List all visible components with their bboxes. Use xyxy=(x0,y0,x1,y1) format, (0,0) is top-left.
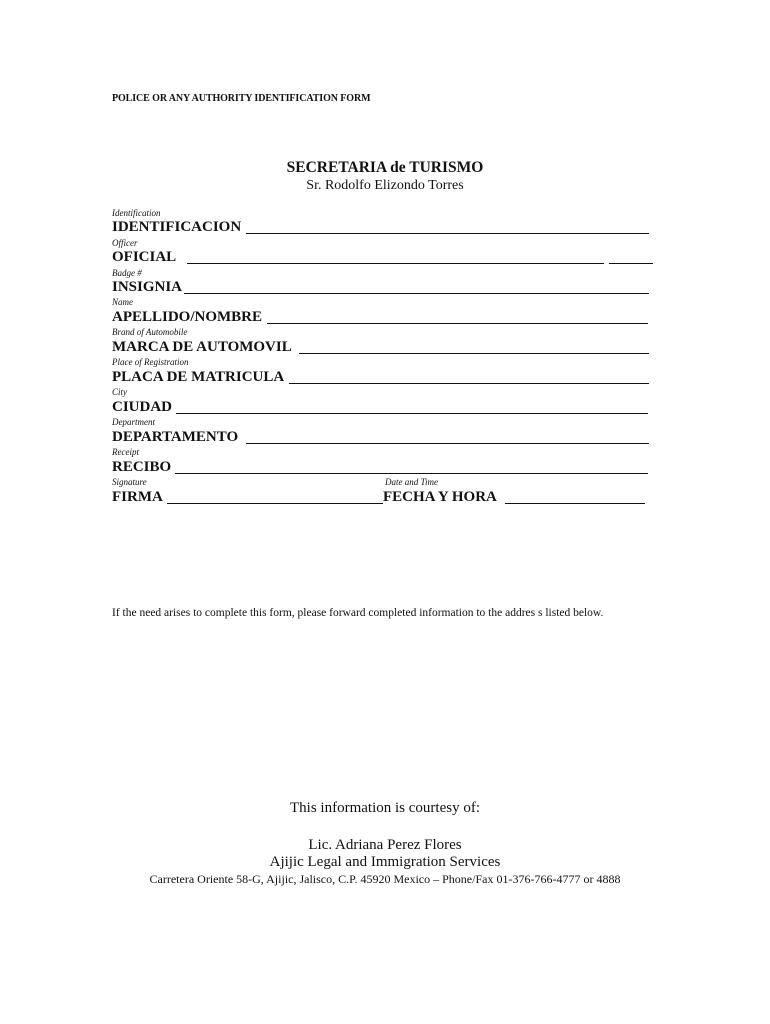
firma-label: FIRMA xyxy=(112,489,163,505)
fecha-label: FECHA Y HORA xyxy=(383,489,497,505)
form-header: POLICE OR ANY AUTHORITY IDENTIFICATION FORM xyxy=(112,93,371,104)
insignia-label: INSIGNIA xyxy=(112,279,183,295)
notice-text: If the need arises to complete this form, please forward completed information to the addres s listed below. xyxy=(112,607,604,619)
page-subtitle: Sr. Rodolfo Elizondo Torres xyxy=(306,178,464,193)
contact-name: Lic. Adriana Perez Flores xyxy=(308,837,462,853)
matricula-field[interactable] xyxy=(289,383,649,384)
automovil-hint: Brand of Automobile xyxy=(112,327,188,337)
oficial-label: OFICIAL xyxy=(112,249,177,265)
company-name: Ajijic Legal and Immigration Services xyxy=(269,854,501,870)
ciudad-field[interactable] xyxy=(176,413,648,414)
insignia-field[interactable] xyxy=(184,293,649,294)
ciudad-label: CIUDAD xyxy=(112,399,172,415)
identificacion-hint: Identification xyxy=(112,208,161,218)
nombre-field[interactable] xyxy=(267,323,648,324)
firma-field[interactable] xyxy=(167,503,383,504)
page-title: SECRETARIA de TURISMO xyxy=(286,159,484,176)
departamento-label: DEPARTAMENTO xyxy=(112,429,239,445)
insignia-hint: Badge # xyxy=(112,268,142,278)
nombre-hint: Name xyxy=(112,297,133,307)
ciudad-hint: City xyxy=(112,387,127,397)
automovil-field[interactable] xyxy=(299,353,649,354)
nombre-label: APELLIDO/NOMBRE xyxy=(112,309,263,325)
departamento-hint: Department xyxy=(112,417,155,427)
fecha-field[interactable] xyxy=(505,503,645,504)
courtesy-text: This information is courtesy of: xyxy=(290,800,480,816)
matricula-label: PLACA DE MATRICULA xyxy=(112,369,285,385)
fecha-hint: Date and Time xyxy=(385,477,438,487)
recibo-label: RECIBO xyxy=(112,459,172,475)
recibo-field[interactable] xyxy=(175,473,648,474)
recibo-hint: Receipt xyxy=(112,447,139,457)
automovil-label: MARCA DE AUTOMOVIL xyxy=(112,339,292,355)
identificacion-label: IDENTIFICACION xyxy=(112,219,242,235)
company-address: Carretera Oriente 58-G, Ajijic, Jalisco, C.P. 45920 Mexico – Phone/Fax 01-376-766-4777 or 4888 xyxy=(149,872,621,886)
oficial-field[interactable] xyxy=(187,263,604,264)
oficial-hint: Officer xyxy=(112,238,138,248)
matricula-hint: Place of Registration xyxy=(112,357,189,367)
firma-hint: Signature xyxy=(112,477,147,487)
identificacion-field[interactable] xyxy=(246,233,649,234)
oficial-field-extra[interactable] xyxy=(609,263,653,264)
departamento-field[interactable] xyxy=(246,443,649,444)
